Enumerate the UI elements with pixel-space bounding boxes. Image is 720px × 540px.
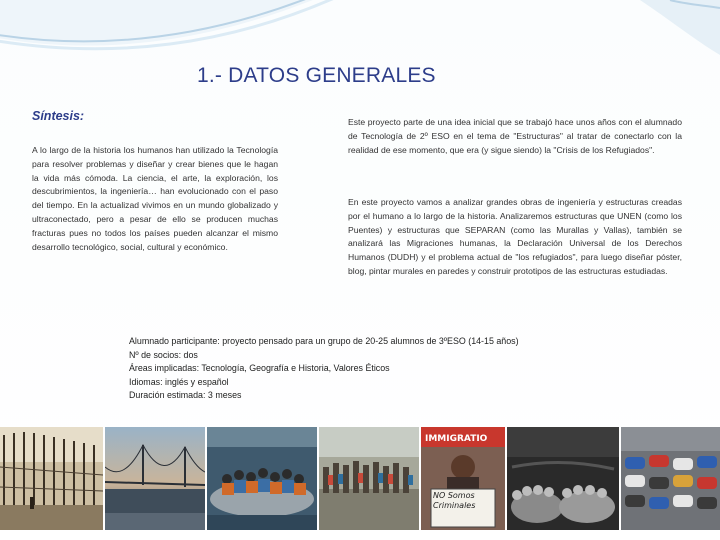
refugee-feet-photo xyxy=(507,427,619,530)
refugee-boat-photo xyxy=(207,427,317,530)
synthesis-label: Síntesis: xyxy=(32,109,85,123)
page-title: 1.- DATOS GENERALES xyxy=(197,64,436,87)
synthesis-paragraph: A lo largo de la historia los humanos han utilizado la Tecnología para resolver problemas y diseñar y crear bienes que le hagan la vida más cómoda. La ciencia, el arte, la exploración, los descubrimientos, la ingeniería… han evolucionado con el paso del tiempo. En la actualizad vivimos en un mundo globalizado y ultraconectado, pero a pesar de ello se producen muchas fracturas pues no todos los países pueden alcanzar el mismo desarrollo tecnológico, social, cultural y económico. xyxy=(32,145,278,252)
partners-line: Nº de socios: dos xyxy=(129,349,198,360)
protest-child-photo xyxy=(421,427,505,530)
bridge-photo xyxy=(105,427,205,530)
decorative-corner xyxy=(600,0,720,55)
project-description-paragraph: En este proyecto vamos a analizar grandes obras de ingeniería y estructuras creadas por el humano a lo largo de la historia. Analizaremos estructuras que UNEN (como los Puentes) y estructuras que SEPARAN (como las Murallas y Vallas), también se analizará las Migraciones humanas, la Declaración Universal de los Derechos Humanos (DUDH) y el problema actual de "los refugiados", para luego diseñar póster, blog, pintar murales en paredes y construir prototipos de las estructuras estudiadas. xyxy=(348,197,682,276)
shoes-photo xyxy=(621,427,720,530)
duration-line: Duración estimada: 3 meses xyxy=(129,390,242,401)
protest-sign-text: NO Somos Criminales xyxy=(433,491,476,510)
project-origin-paragraph: Este proyecto parte de una idea inicial que se trabajó hace unos años con el alumnado de Tecnología de 2º ESO en el tema de "Estructuras" al tratar de conectarlo con la realidad de ese momento, que era (y sigue siendo) la "Crisis de los Refugiados". xyxy=(348,117,682,155)
areas-line: Áreas implicadas: Tecnología, Geografía e Historia, Valores Éticos xyxy=(129,363,390,374)
participants-line: Alumnado participante: proyecto pensado para un grupo de 20-25 alumnos de 3ºESO (14-15 años) xyxy=(129,336,519,346)
migrants-border-photo xyxy=(319,427,419,530)
photo-strip xyxy=(0,427,720,530)
great-wall-photo xyxy=(0,427,103,530)
languages-line: Idiomas: inglés y español xyxy=(129,376,229,387)
photo-banner-text: IMMIGRATIO xyxy=(425,434,488,444)
project-info-block xyxy=(129,335,599,403)
